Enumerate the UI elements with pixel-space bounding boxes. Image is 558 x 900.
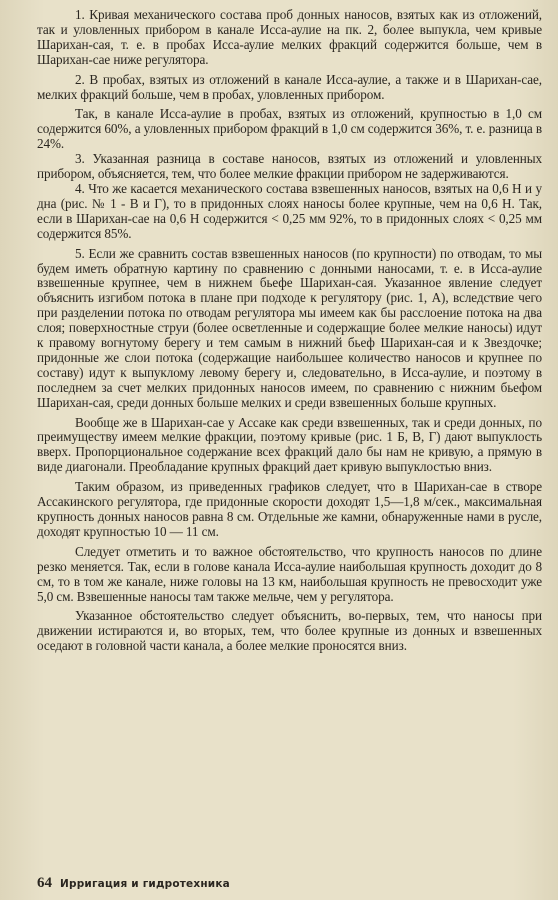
page-number: 64 [37,875,52,891]
paragraph-9: Следует отметить и то важное обстоятельство, что крупность наносов по длине резко меняется. Так, если в голове канала Исса-аулие наибольшая крупность доходит до 8 см, то в том же канале, ниже головы на 13 км, наибольшая крупность не превосходит уже 5,0 см. Взвешенные наносы там также мельче, чем у регулятора. [37,543,542,604]
page-footer [37,875,230,892]
paragraph-6: 5. Если же сравнить состав взвешенных наносов (по крупности) по отводам, то мы будем иметь обратную картину по сравнению с донными наносами, т. е. в Исса-аулие взвешенные крупнее, чем в нижнем бьефе Шарихан-сая. Указанное явление следует объяснить изгибом потока в плане при подходе к регулятору (рис. 1, А), вследствие чего при разделении потока по отводам регулятора мы имеем как бы расслоение потока на два слоя; поверхностные струи (более осветленные и содержащие более мелкие наносы) идут к правому вогнутому берегу и тем самым в нижний бьеф Шарихан-сая и к Звездочке; придонные же слои потока (содержащие наибольшее количество наносов и крупнее по составу) идут к выпуклому левому берегу и, следовательно, в Исса-аулие, и поэтому в последнем за счет мелких придонных наносов имеем, по сравнению с нижним бьефом Шарихан-сая, среди донных больше мелких и среди взвешенных больше крупных. [37,245,542,410]
paragraph-5: 4. Что же касается механического состава взвешенных наносов, взятых на 0,6 Н и у дна (рис. № 1 - В и Г), то в придонных слоях наносы более крупные, чем на 0,6 Н. Так, если в Шарихан-сае на 0,6 Н содержится < 0,25 мм 92%, то в придонных слоях < 0,25 мм содержится 85%. [37,180,542,241]
paragraph-3: Так, в канале Исса-аулие в пробах, взятых из отложений, крупностью в 1,0 см содержится 60%, а уловленных прибором фракций в 1,0 см содержится 36%, т. е. разница в 24%. [37,106,542,152]
paragraph-2: 2. В пробах, взятых из отложений в канале Исса-аулие, а также и в Шарихан-сае, мелких фракций больше, чем в пробах, уловленных прибором. [37,71,542,102]
paragraph-7: Вообще же в Шарихан-сае у Ассаке как среди взвешенных, так и среди донных, по преимуществу имеем мелкие фракции, поэтому кривые (рис. 1 Б, В, Г) дают выпуклость вверх. Пропорциональное содержание всех фракций дало бы нам не кривую, а прямую в виде диагонали. Преобладание крупных фракций дает кривую выпуклостью вниз. [37,414,542,475]
paragraph-10: Указанное обстоятельство следует объяснить, во-первых, тем, что наносы при движении истираются и, во вторых, тем, что более крупные из донных и взвешенных оседают в головной части канала, а более мелкие проносятся вниз. [37,608,542,654]
paragraph-8: Таким образом, из приведенных графиков следует, что в Шарихан-сае в створе Ассакинского регулятора, где придонные скорости доходят 1,5—1,8 м/сек., максимальная крупность донных наносов равна 8 см. Отдельные же камни, обнаруженные нами в русле, доходят крупностью 10 — 11 см. [37,479,542,539]
journal-name: Ирригация и гидротехника [60,878,230,890]
paragraph-4: 3. Указанная разница в составе наносов, взятых из отложений и уловленных прибором, объясняется, тем, что более мелкие фракции прибором не задерживаются. [37,151,542,182]
paragraph-1: 1. Кривая механического состава проб донных наносов, взятых как из отложений, так и уловленных прибором в канале Исса-аулие на пк. 2, более выпукла, чем кривые Шарихан-сая, т. е. в пробах Исса-аулие мелких фракций содержится больше, чем в Шарихан-сае ниже регулятора. [37,7,542,67]
